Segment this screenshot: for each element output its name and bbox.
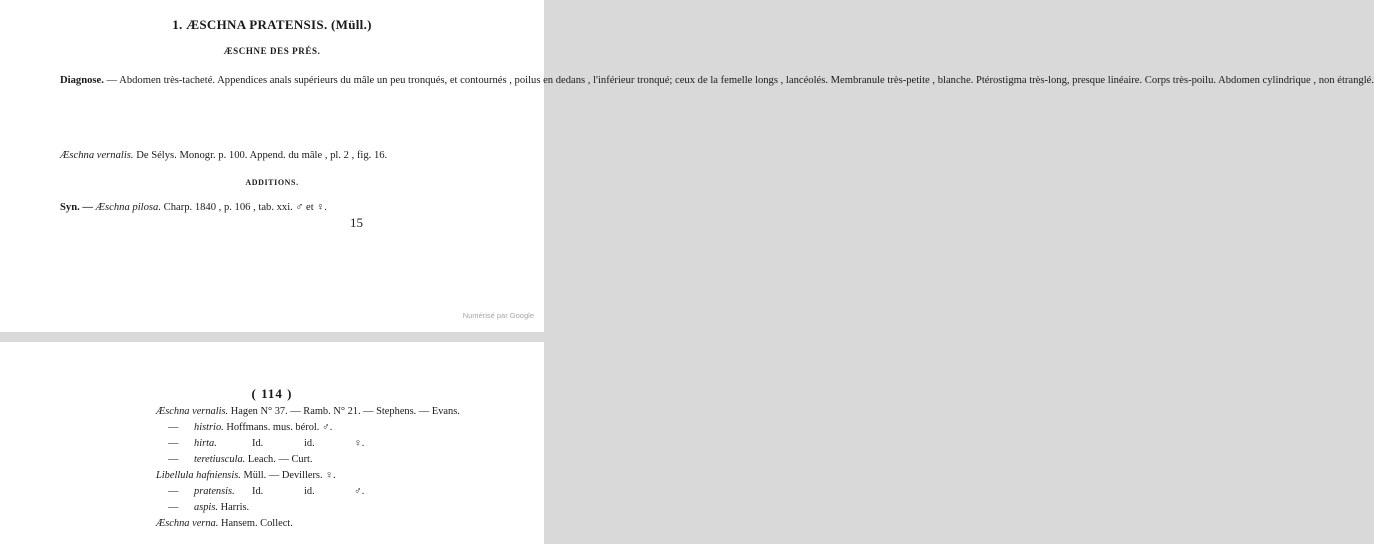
entry-col-2: id. [304,438,315,449]
reference-name: Æschna vernalis. [60,150,134,161]
diagnosis-paragraph [60,72,1374,89]
entry-col-2: id. [304,486,315,497]
entry-col-3: ♂. [354,486,365,497]
diagnosis-label: Diagnose. [60,75,104,86]
entry-name: histrio. [194,422,224,433]
google-watermark: Numérisé par Google [462,311,534,320]
additions-heading: ADDITIONS. [245,178,299,187]
entry-dash: — [168,422,179,433]
entry-text: Hagen N° 37. — Ramb. N° 21. — Stephens. — Evans. [228,406,460,417]
synonym-name: Æschna pilosa. [95,202,161,213]
reference-text: De Sélys. Monogr. p. 100. Append. du mâle , pl. 2 , fig. 16. [133,150,388,161]
entry-name: hirta. [194,438,217,449]
entry-col-3: ♀. [354,438,365,449]
entry-name: Libellula hafniensis. [156,470,241,481]
diagnosis-text: — Abdomen très-tacheté. Appendices anals supérieurs du mâle un peu tronqués, et contournés , poilus en dedans , l'inférieur tronqué; ceux de la femelle longs , lancéolés. Membranule très-petite , blanche. Ptérostigma très-long, presque linéaire. Corps très-poilu. Abdomen cylindrique , non étranglé. [103,75,1374,86]
synonym-line [60,202,327,213]
synonym-entry [156,468,336,484]
synonym-entry [168,420,332,436]
synonym-entry [168,452,313,468]
reference-line [60,150,387,161]
page-number: ( 114 ) [251,386,293,401]
entry-text: Hansem. Collect. [218,518,293,529]
entry-name: aspis. [194,502,218,513]
species-subtitle: ÆSCHNE DES PRÉS. [223,46,321,56]
synonym-label: Syn. — [60,202,93,213]
synonym-entry [156,516,293,532]
synonym-entry [168,436,364,452]
entry-name: Æschna verna. [156,518,219,529]
synonym-text: Charp. 1840 , p. 106 , tab. xxi. ♂ et ♀. [160,202,327,213]
entry-text: Müll. — Devillers. ♀. [240,470,336,481]
entry-dash: — [168,486,179,497]
cropped-top-line [60,0,420,1]
entry-text: Leach. — Curt. [245,454,313,465]
entry-col-1: Id. [252,486,264,497]
entry-text: Harris. [217,502,250,513]
entry-col-1: Id. [252,438,264,449]
folio-number: 15 [350,215,363,230]
entry-dash: — [168,502,179,513]
entry-name: teretiuscula. [194,454,246,465]
synonym-entry [168,484,364,500]
entry-dash: — [168,438,179,449]
page-lower [0,342,544,544]
entry-name: pratensis. [194,486,235,497]
entry-text: Hoffmans. mus. bérol. ♂. [223,422,333,433]
synonym-entry [156,404,460,420]
species-title: 1. ÆSCHNA PRATENSIS. (Müll.) [172,17,372,32]
synonym-entry [168,500,249,516]
entry-name: Æschna vernalis. [156,406,229,417]
entry-dash: — [168,454,179,465]
